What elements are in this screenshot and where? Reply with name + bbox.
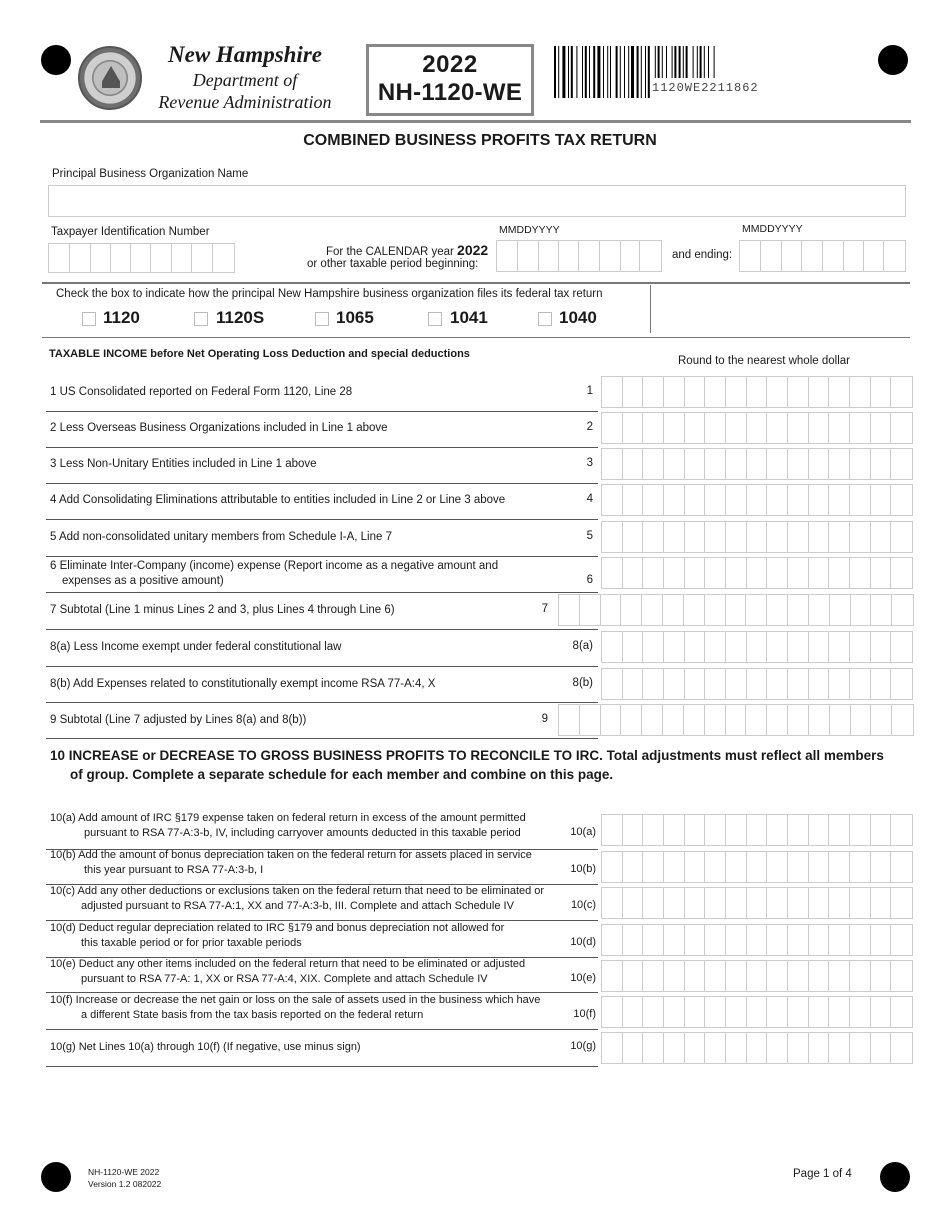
form-id: NH-1120-WE [377, 79, 523, 106]
checkbox-label-1065: 1065 [336, 308, 374, 327]
barcode-bar [554, 46, 556, 98]
line-3-amount-input[interactable] [601, 448, 913, 480]
line-10(b)-number: 10(b) [570, 863, 596, 875]
line-10(c)-text: 10(c) Add any other deductions or exclusions taken on the federal return that need to be eliminated or [50, 885, 545, 897]
line-4-description [50, 493, 505, 508]
line-10(b)-description [50, 848, 532, 878]
header-divider [40, 120, 911, 123]
state-seal-icon [78, 46, 142, 110]
line-5-text: 5 Add non-consolidated unitary members from Schedule I-A, Line 7 [50, 531, 392, 543]
barcode-bar [610, 46, 611, 98]
barcode-bar [593, 46, 595, 98]
barcode-bar [714, 46, 715, 78]
line-1-amount-input[interactable] [601, 376, 913, 408]
line-3-text: 3 Less Non-Unitary Entities included in Line 1 above [50, 458, 317, 470]
line-7-number: 7 [541, 603, 548, 615]
line-separator [46, 556, 598, 557]
line-5-description [50, 530, 392, 545]
line-3-number: 3 [586, 457, 593, 469]
barcode-bar [679, 46, 681, 78]
barcode-bar [655, 46, 656, 78]
round-note: Round to the nearest whole dollar [678, 355, 850, 367]
form-id-box [366, 44, 534, 116]
line-10(e)-amount-input[interactable] [601, 960, 913, 992]
checkbox-1040[interactable] [538, 312, 552, 326]
calendar-year: 2022 [457, 242, 489, 258]
line-10(a)-number: 10(a) [570, 826, 596, 838]
line-10(b)-amount-input[interactable] [601, 851, 913, 883]
line-8(a)-text: 8(a) Less Income exempt under federal constitutional law [50, 641, 342, 653]
filing-type-instruction: Check the box to indicate how the principal New Hampshire business organization files its federal tax return [56, 288, 603, 300]
begin-date-format: MMDDYYYY [499, 224, 560, 236]
line-10(g)-amount-input[interactable] [601, 1032, 913, 1064]
section-divider [42, 282, 910, 284]
line-10(e)-text-cont: pursuant to RSA 77-A: 1, XX or RSA 77-A:4, XIX. Complete and attach Schedule IV [81, 973, 488, 985]
line-5-number: 5 [586, 530, 593, 542]
barcode-number: 1120WE2211862 [652, 81, 759, 95]
line-7-amount-input[interactable] [558, 594, 914, 626]
line-separator [46, 447, 598, 448]
line-10(d)-amount-input[interactable] [601, 924, 913, 956]
line-6-amount-input[interactable] [601, 557, 913, 589]
filing-type-vertical-divider [650, 285, 651, 333]
line-1-text: 1 US Consolidated reported on Federal Form 1120, Line 28 [50, 386, 353, 398]
barcode-bar [582, 46, 583, 98]
barcode-bar [558, 46, 559, 98]
barcode-bar [697, 46, 698, 78]
registration-mark-bottom-right [880, 1162, 910, 1192]
line-10(f)-text-cont: a different State basis from the tax basis reported on the federal return [81, 1009, 424, 1021]
line-1-number: 1 [586, 385, 593, 397]
checkbox-1041[interactable] [428, 312, 442, 326]
line-5-amount-input[interactable] [601, 521, 913, 553]
line-10(a)-amount-input[interactable] [601, 814, 913, 846]
barcode-bar [631, 46, 634, 98]
line-10(e)-text: 10(e) Deduct any other items included on the federal return that need to be eliminated or adjusted [50, 958, 526, 970]
line-separator [46, 629, 598, 630]
line-10(f)-amount-input[interactable] [601, 996, 913, 1028]
barcode-bar [616, 46, 618, 98]
barcode-bar [589, 46, 590, 98]
section-10-heading-line-1: 10 INCREASE or DECREASE TO GROSS BUSINESS PROFITS TO RECONCILE TO IRC. Total adjustments must reflect all members [50, 748, 884, 763]
footer-form-id: NH-1120-WE 2022 [88, 1167, 160, 1177]
state-name: New Hampshire [168, 42, 322, 67]
line-separator [46, 738, 598, 739]
barcode-bar [562, 46, 565, 98]
barcode-bar [637, 46, 639, 98]
org-name-input[interactable] [48, 185, 906, 217]
line-separator [46, 702, 598, 703]
line-7-description [50, 603, 395, 618]
barcode-bar [597, 46, 600, 98]
ending-label: and ending: [672, 249, 733, 261]
dept-line-1: Department of [192, 70, 298, 90]
section-10-heading [50, 746, 920, 784]
line-2-description [50, 421, 388, 436]
line-8(a)-number: 8(a) [572, 640, 593, 652]
line-10(c)-amount-input[interactable] [601, 887, 913, 919]
end-date-format: MMDDYYYY [742, 223, 803, 235]
form-year: 2022 [422, 51, 478, 78]
line-8(b)-amount-input[interactable] [601, 668, 913, 700]
checkbox-1120[interactable] [82, 312, 96, 326]
barcode-bar [641, 46, 642, 98]
line-10(g)-description [50, 1040, 361, 1055]
line-separator [46, 1066, 598, 1067]
line-2-text: 2 Less Overseas Business Organizations included in Line 1 above [50, 422, 388, 434]
line-10(f)-description [50, 993, 540, 1023]
line-10(a)-text: 10(a) Add amount of IRC §179 expense taken on federal return in excess of the amount permitted [50, 812, 526, 824]
line-10(g)-text: 10(g) Net Lines 10(a) through 10(f) (If negative, use minus sign) [50, 1041, 361, 1053]
line-8(a)-amount-input[interactable] [601, 631, 913, 663]
barcode-bar [700, 46, 702, 78]
barcode-bar [672, 46, 673, 78]
line-3-description [50, 457, 317, 472]
line-9-description [50, 713, 306, 728]
period-end-input[interactable] [739, 240, 906, 272]
barcode-bar [648, 46, 650, 98]
registration-mark-bottom-left [41, 1162, 71, 1192]
line-6-text-cont: expenses as a positive amount) [62, 575, 224, 587]
barcode-bar [576, 46, 577, 98]
line-10(d)-description [50, 921, 504, 951]
barcode-bar [693, 46, 694, 78]
period-begin-input[interactable] [496, 240, 662, 272]
line-10(a)-text-cont: pursuant to RSA 77-A:3-b, IV, including carryover amounts deducted in this taxable period [84, 827, 521, 839]
line-8(a)-description [50, 640, 342, 655]
line-separator [46, 666, 598, 667]
line-4-number: 4 [586, 493, 593, 505]
line-9-amount-input[interactable] [558, 704, 914, 736]
checkbox-1120s[interactable] [194, 312, 208, 326]
line-1-description [50, 385, 352, 400]
line-10(c)-text-cont: adjusted pursuant to RSA 77-A:1, XX and 77-A:3-b, III. Complete and attach Schedule IV [81, 900, 514, 912]
dept-line-2: Revenue Administration [158, 92, 332, 112]
line-8(b)-text: 8(b) Add Expenses related to constitutionally exempt income RSA 77-A:4, X [50, 678, 436, 690]
line-6-text: 6 Eliminate Inter-Company (income) expense (Report income as a negative amount and [50, 560, 499, 572]
line-10(a)-description [50, 811, 526, 841]
line-separator [46, 592, 598, 593]
taxable-income-heading: TAXABLE INCOME before Net Operating Loss Deduction and special deductions [49, 348, 470, 360]
line-10(d)-text-cont: this taxable period or for prior taxable periods [81, 937, 302, 949]
tin-label: Taxpayer Identification Number [51, 226, 210, 238]
line-10(d)-number: 10(d) [570, 936, 596, 948]
section-10-heading-line-2: of group. Complete a separate schedule for each member and combine on this page. [70, 767, 614, 782]
checkbox-label-1120: 1120 [103, 308, 140, 327]
calendar-label: For the CALENDAR year [326, 246, 454, 258]
line-10(c)-description [50, 884, 544, 914]
line-8(b)-description [50, 677, 435, 692]
line-separator [46, 483, 598, 484]
line-10(f)-number: 10(f) [573, 1008, 596, 1020]
barcode-bar [666, 46, 667, 78]
line-10(e)-number: 10(e) [570, 972, 596, 984]
barcode-bar [624, 46, 625, 98]
section-divider-2 [42, 337, 910, 338]
line-10(b)-text: 10(b) Add the amount of bonus depreciation taken on the federal return for assets placed in service [50, 849, 532, 861]
barcode-bar [674, 46, 676, 78]
barcode-bar [686, 46, 688, 78]
line-6-description [50, 559, 498, 589]
line-9-number: 9 [541, 713, 548, 725]
line-2-amount-input[interactable] [601, 412, 913, 444]
line-4-amount-input[interactable] [601, 484, 913, 516]
checkbox-1065[interactable] [315, 312, 329, 326]
line-2-number: 2 [586, 421, 593, 433]
barcode-bar [628, 46, 629, 98]
barcode-bar [568, 46, 569, 98]
barcode-bar [585, 46, 587, 98]
checkbox-label-1120s: 1120S [216, 308, 265, 327]
line-separator [46, 519, 598, 520]
page-title: COMBINED BUSINESS PROFITS TAX RETURN [303, 132, 657, 149]
tin-input[interactable] [48, 243, 235, 273]
checkbox-label-1040: 1040 [559, 308, 597, 327]
barcode-bar [603, 46, 604, 98]
footer-version: Version 1.2 082022 [88, 1179, 162, 1189]
line-10(f)-text: 10(f) Increase or decrease the net gain or loss on the sale of assets used in the business which have [50, 994, 541, 1006]
line-9-text: 9 Subtotal (Line 7 adjusted by Lines 8(a) and 8(b)) [50, 714, 307, 726]
line-10(b)-text-cont: this year pursuant to RSA 77-A:3-b, I [84, 864, 264, 876]
line-separator [46, 411, 598, 412]
line-separator [46, 1029, 598, 1030]
line-10(c)-number: 10(c) [570, 899, 596, 911]
line-8(b)-number: 8(b) [572, 677, 593, 689]
barcode-bar [704, 46, 705, 78]
page-number: Page 1 of 4 [793, 1168, 852, 1180]
line-10(d)-text: 10(d) Deduct regular depreciation related to IRC §179 and bonus depreciation not allowed for [50, 922, 505, 934]
line-6-number: 6 [586, 574, 593, 586]
barcode-bar [620, 46, 621, 98]
line-10(e)-description [50, 957, 525, 987]
barcode-bar [708, 46, 709, 78]
registration-mark-top-left [41, 45, 71, 75]
line-4-text: 4 Add Consolidating Eliminations attributable to entities included in Line 2 or Line 3 above [50, 494, 506, 506]
barcode-bar [683, 46, 684, 78]
barcode-bar [607, 46, 608, 98]
calendar-text [326, 242, 488, 258]
period-begin-text: or other taxable period beginning: [307, 258, 479, 270]
barcode-bar [658, 46, 660, 78]
org-name-label: Principal Business Organization Name [52, 168, 249, 180]
line-10(g)-number: 10(g) [570, 1040, 596, 1052]
footer-form-ref [88, 1166, 161, 1190]
checkbox-label-1041: 1041 [450, 308, 488, 327]
barcode-bar [571, 46, 573, 98]
barcode-bar [645, 46, 646, 98]
line-7-text: 7 Subtotal (Line 1 minus Lines 2 and 3, plus Lines 4 through Line 6) [50, 604, 395, 616]
barcode-bar [662, 46, 663, 78]
registration-mark-top-right [878, 45, 908, 75]
